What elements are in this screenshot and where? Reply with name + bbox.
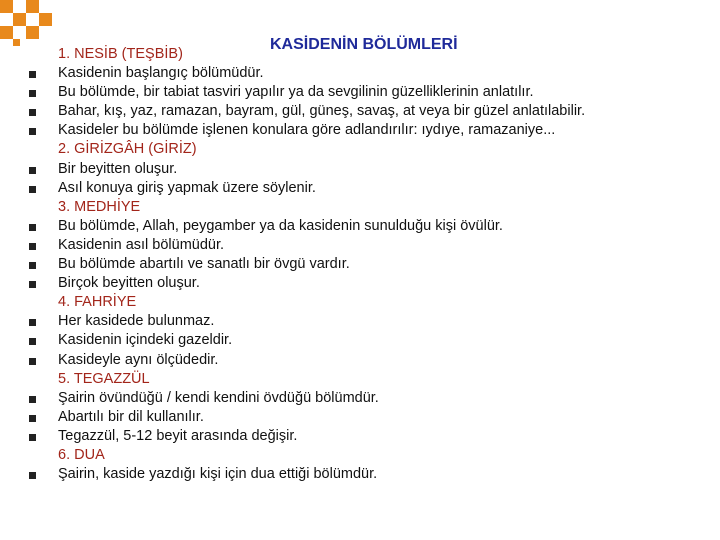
list-item-text: Kasidenin asıl bölümüdür.: [58, 236, 225, 253]
section-heading-text: 4. FAHRİYE: [58, 294, 137, 311]
section-heading: [29, 45, 709, 64]
list-item: [29, 236, 709, 255]
list-item-text: Şairin, kaside yazdığı kişi için dua ettiği bölümdür.: [58, 466, 378, 483]
list-item-text: Kasidenin içindeki gazeldir.: [58, 332, 233, 349]
list-item: [29, 64, 709, 83]
list-item: [29, 160, 709, 179]
list-item: [29, 83, 709, 102]
list-item: [29, 427, 709, 446]
square-bullet-icon: [29, 243, 36, 250]
square-bullet-icon: [29, 109, 36, 116]
list-item: [29, 331, 709, 350]
section-heading: [29, 370, 709, 389]
list-item-text: Bir beyitten oluşur.: [58, 160, 178, 177]
section-heading-text: 2. GİRİZGÂH (GİRİZ): [58, 141, 197, 158]
list-item-text: Tegazzül, 5-12 beyit arasında değişir.: [58, 427, 298, 444]
square-bullet-icon: [29, 224, 36, 231]
list-item: [29, 351, 709, 370]
list-item-text: Kasidenin başlangıç bölümüdür.: [58, 65, 264, 82]
list-item: [29, 179, 709, 198]
square-bullet-icon: [29, 167, 36, 174]
list-item-text: Asıl konuya giriş yapmak üzere söylenir.: [58, 179, 316, 196]
list-item-text: Bahar, kış, yaz, ramazan, bayram, gül, güneş, savaş, at veya bir güzel anlatılabilir.: [58, 103, 586, 120]
section-heading: [29, 198, 709, 217]
square-bullet-icon: [29, 90, 36, 97]
square-bullet-icon: [29, 472, 36, 479]
list-item: [29, 312, 709, 331]
list-item: [29, 389, 709, 408]
list-item: [29, 465, 709, 484]
list-item: [29, 408, 709, 427]
square-bullet-icon: [29, 396, 36, 403]
list-item: [29, 102, 709, 121]
square-bullet-icon: [29, 415, 36, 422]
list-item-text: Kasideler bu bölümde işlenen konulara göre adlandırılır: ıydıye, ramazaniye...: [58, 122, 556, 139]
square-bullet-icon: [29, 186, 36, 193]
list-item: [29, 217, 709, 236]
list-item-text: Her kasidede bulunmaz.: [58, 313, 215, 330]
square-bullet-icon: [29, 71, 36, 78]
square-bullet-icon: [29, 338, 36, 345]
list-item: [29, 121, 709, 140]
square-bullet-icon: [29, 434, 36, 441]
list-item: [29, 255, 709, 274]
section-heading-text: 5. TEGAZZÜL: [58, 370, 150, 387]
square-bullet-icon: [29, 281, 36, 288]
section-heading-text: 1. NESİB (TEŞBİB): [58, 46, 183, 62]
slide-title: KASİDENİN BÖLÜMLERİ: [270, 36, 458, 53]
list-item-text: Bu bölümde abartılı ve sanatlı bir övgü vardır.: [58, 256, 350, 273]
list-item: [29, 274, 709, 293]
section-heading: [29, 293, 709, 312]
section-heading-text: 3. MEDHİYE: [58, 198, 141, 215]
corner-decoration: [0, 0, 60, 50]
square-bullet-icon: [29, 128, 36, 135]
square-bullet-icon: [29, 262, 36, 269]
list-item-text: Bu bölümde, bir tabiat tasviri yapılır ya da sevgilinin güzelliklerinin anlatılır.: [58, 84, 534, 101]
list-item-text: Kasideyle aynı ölçüdedir.: [58, 351, 219, 368]
section-heading: [29, 140, 709, 159]
list-item-text: Şairin övündüğü / kendi kendini övdüğü bölümdür.: [58, 389, 379, 406]
list-item-text: Birçok beyitten oluşur.: [58, 275, 200, 292]
list-item-text: Bu bölümde, Allah, peygamber ya da kasidenin sunulduğu kişi övülür.: [58, 217, 503, 234]
bullet-list: [29, 45, 709, 484]
section-heading: [29, 446, 709, 465]
square-bullet-icon: [29, 358, 36, 365]
section-heading-text: 6. DUA: [58, 446, 105, 463]
list-item-text: Abartılı bir dil kullanılır.: [58, 408, 204, 425]
square-bullet-icon: [29, 319, 36, 326]
